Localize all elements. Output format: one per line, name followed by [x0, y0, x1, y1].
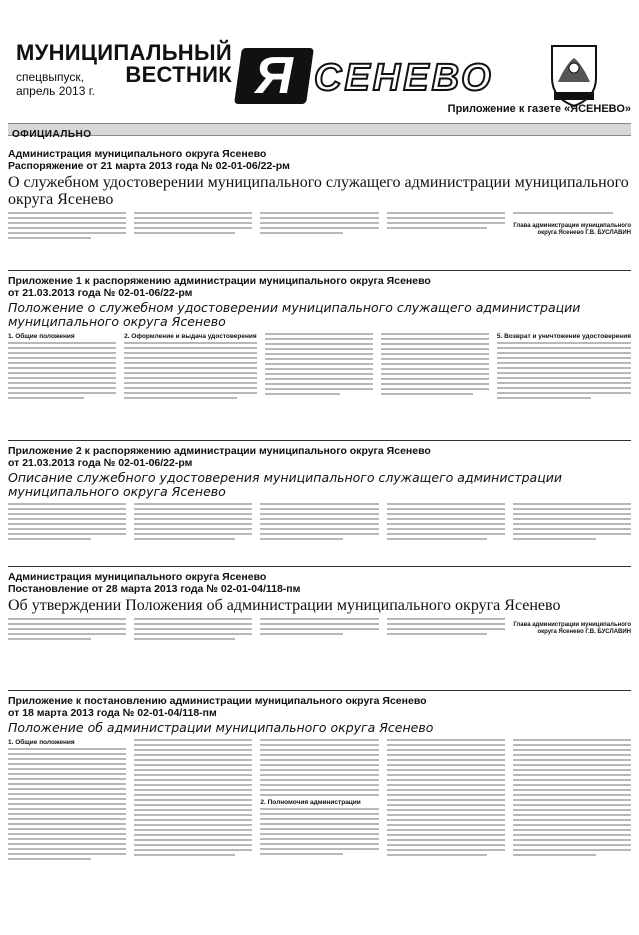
supplement-note: Приложение к газете «ЯСЕНЕВО»: [447, 103, 631, 115]
body-columns: [8, 333, 631, 402]
body-columns: [8, 618, 631, 643]
body-columns: [8, 739, 631, 863]
body-column: [265, 333, 373, 402]
logo-badge: [234, 48, 314, 104]
signature: Глава администрации муниципального округа Ясенево Г.В. БУСЛАВИН: [513, 223, 632, 236]
body-column: [134, 618, 252, 643]
section-appendix-2: [8, 434, 631, 543]
body-column: [513, 739, 631, 863]
section-subheading: Распоряжение от 21 марта 2013 года № 02-01-06/22-рм: [8, 160, 290, 172]
signature: Глава администрации муниципального округа Ясенево Г.В. БУСЛАВИН: [513, 622, 632, 635]
column-heading: 5. Возврат и уничтожение удостоверения: [496, 333, 631, 340]
section-resolution: [8, 560, 631, 643]
section-subheading: от 21.03.2013 года № 02-01-06/22-рм: [8, 457, 193, 469]
body-column: [260, 618, 378, 643]
section-subheading: Постановление от 28 марта 2013 года № 02-01-04/118-пм: [8, 583, 301, 595]
column-heading: 2. Полномочия администрации: [260, 799, 361, 806]
body-column: [387, 739, 505, 863]
logo-name: СЕНЕВО: [314, 57, 494, 99]
body-column: [381, 333, 489, 402]
body-column: [260, 739, 378, 863]
section-heading: Приложение к постановлению администрации муниципального округа Ясенево: [8, 695, 427, 707]
body-columns: [8, 503, 631, 543]
coat-of-arms-icon: [548, 42, 600, 110]
section-title: Описание служебного удостоверения муниципального служащего администрации муниципального округа Ясенево: [8, 470, 562, 499]
section-regulation: [8, 684, 631, 863]
masthead-title-line1: МУНИЦИПАЛЬНЫЙ: [16, 40, 232, 65]
body-column: [134, 212, 252, 242]
masthead-subtitle: [16, 70, 95, 98]
masthead-subtitle-line2: апрель 2013 г.: [16, 84, 95, 98]
body-column: [260, 503, 378, 543]
body-column: [513, 503, 631, 543]
column-heading: 1. Общие положения: [8, 333, 75, 340]
section-subheading: от 21.03.2013 года № 02-01-06/22-рм: [8, 287, 193, 299]
body-column: [8, 618, 126, 643]
column-heading: 1. Общие положения: [8, 739, 75, 746]
body-column: [8, 739, 126, 863]
section-title: О служебном удостоверении муниципального служащего администрации муниципального округа Ясенево: [8, 174, 629, 208]
body-column: [513, 212, 631, 242]
divider: [8, 270, 631, 271]
section-heading: Администрация муниципального округа Ясенево: [8, 571, 267, 583]
body-column: [8, 212, 126, 242]
body-column: [124, 333, 257, 402]
section-title: Об утверждении Положения об администрации муниципального округа Ясенево: [8, 597, 561, 614]
divider: [8, 566, 631, 567]
divider: [8, 440, 631, 441]
section-title: Положение о служебном удостоверении муниципального служащего администрации муниципального округа Ясенево: [8, 300, 581, 329]
section-heading: Приложение 2 к распоряжению администрации муниципального округа Ясенево: [8, 445, 431, 457]
body-column: [497, 333, 631, 402]
section-order-1: [8, 148, 631, 242]
section-heading: Приложение 1 к распоряжению администрации муниципального округа Ясенево: [8, 275, 431, 287]
body-column: [387, 212, 505, 242]
body-column: [8, 503, 126, 543]
body-column: [260, 212, 378, 242]
column-heading: 2. Оформление и выдача удостоверения: [124, 333, 257, 340]
section-subheading: от 18 марта 2013 года № 02-01-04/118-пм: [8, 707, 217, 719]
rubric-label: ОФИЦИАЛЬНО: [12, 129, 92, 140]
section-appendix-1: [8, 264, 631, 402]
body-column: [387, 618, 505, 643]
masthead-subtitle-line1: спецвыпуск,: [16, 70, 84, 84]
body-column: [513, 618, 631, 643]
section-title: Положение об администрации муниципального округа Ясенево: [8, 720, 434, 735]
masthead-title-line2: ВЕСТНИК: [125, 62, 232, 87]
body-column: [134, 739, 252, 863]
logo-letter: Я: [255, 47, 293, 105]
body-column: [8, 333, 116, 402]
body-column: [134, 503, 252, 543]
divider: [8, 690, 631, 691]
body-columns: [8, 212, 631, 242]
body-column: [387, 503, 505, 543]
section-heading: Администрация муниципального округа Ясенево: [8, 148, 267, 160]
rubric-bar: [8, 123, 631, 140]
